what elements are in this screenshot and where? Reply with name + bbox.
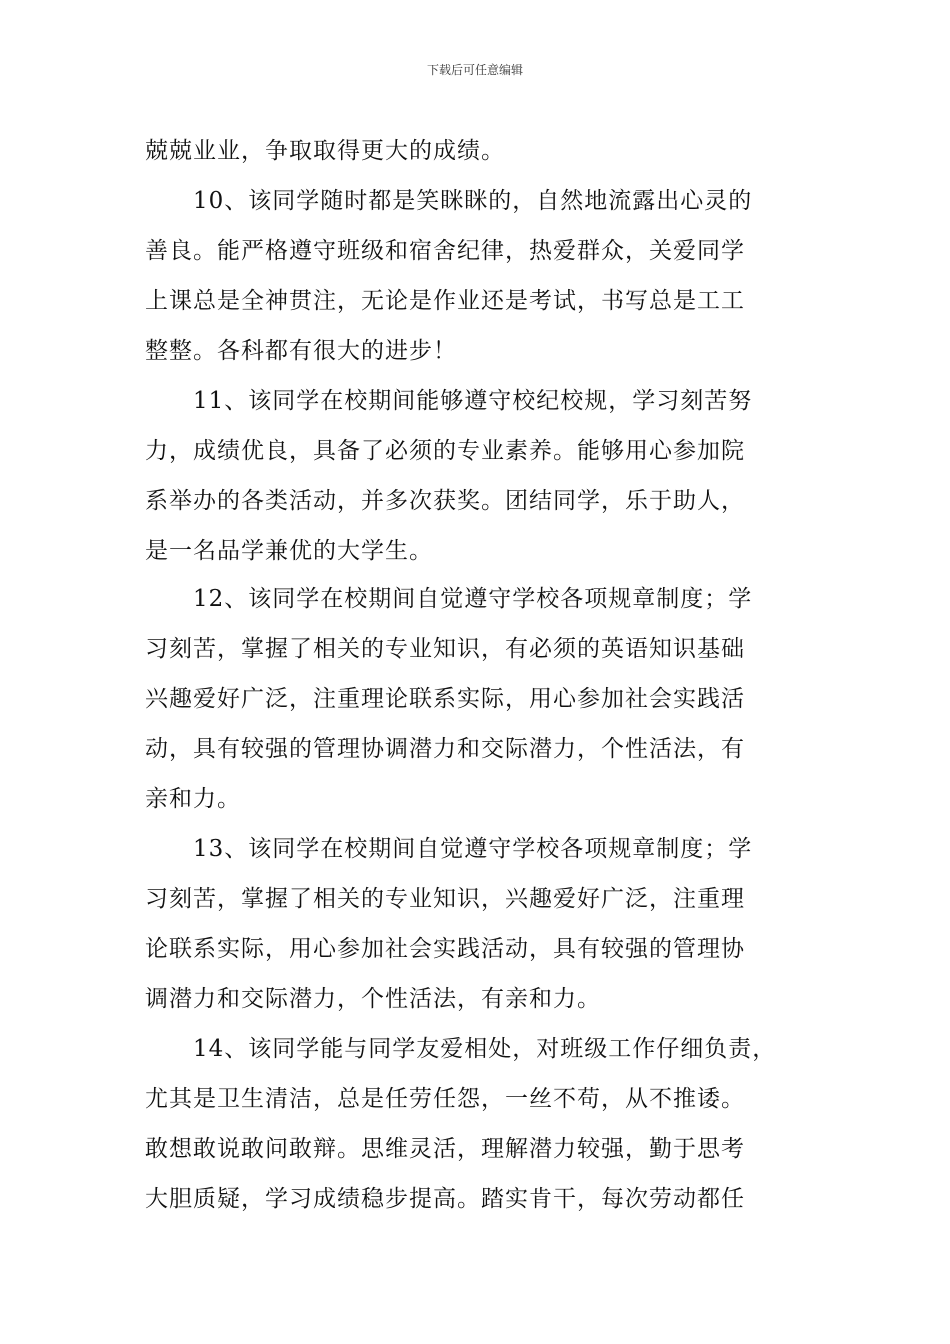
text-line: 调潜力和交际潜力，个性活法，有亲和力。	[145, 986, 601, 1012]
paragraph-13-start: 13、该同学在校期间自觉遵守学校各项规章制度；学	[193, 836, 753, 862]
text-line: 力，成绩优良，具备了必须的专业素养。能够用心参加院	[145, 438, 745, 464]
text-line: 敢想敢说敢问敢辩。思维灵活，理解潜力较强，勤于思考	[145, 1136, 745, 1162]
text-line: 论联系实际，用心参加社会实践活动，具有较强的管理协	[145, 936, 745, 962]
text-line: 亲和力。	[145, 786, 241, 812]
text-line: 是一名品学兼优的大学生。	[145, 538, 433, 564]
paragraph-11-start: 11、该同学在校期间能够遵守校纪校规，学习刻苦努	[193, 388, 753, 414]
text-line: 兢兢业业，争取取得更大的成绩。	[145, 138, 505, 164]
text-line: 兴趣爱好广泛，注重理论联系实际，用心参加社会实践活	[145, 686, 745, 712]
text-line: 尤其是卫生清洁，总是任劳任怨，一丝不苟，从不推诿。	[145, 1086, 745, 1112]
text-line: 系举办的各类活动，并多次获奖。团结同学，乐于助人，	[145, 488, 745, 514]
paragraph-10-start: 10、该同学随时都是笑眯眯的，自然地流露出心灵的	[193, 188, 753, 214]
page-header-note: 下载后可任意编辑	[426, 63, 523, 77]
text-line: 动，具有较强的管理协调潜力和交际潜力，个性活法，有	[145, 736, 745, 762]
paragraph-12-start: 12、该同学在校期间自觉遵守学校各项规章制度；学	[193, 586, 753, 612]
text-line: 整整。各科都有很大的进步！	[145, 338, 457, 364]
text-line: 习刻苦，掌握了相关的专业知识，兴趣爱好广泛，注重理	[145, 886, 745, 912]
text-line: 上课总是全神贯注，无论是作业还是考试，书写总是工工	[145, 288, 745, 314]
text-line: 大胆质疑，学习成绩稳步提高。踏实肯干，每次劳动都任	[145, 1186, 745, 1212]
paragraph-14-start: 14、该同学能与同学友爱相处，对班级工作仔细负责，	[193, 1036, 777, 1062]
text-line: 习刻苦，掌握了相关的专业知识，有必须的英语知识基础	[145, 636, 745, 662]
text-line: 善良。能严格遵守班级和宿舍纪律，热爱群众，关爱同学	[145, 238, 745, 264]
